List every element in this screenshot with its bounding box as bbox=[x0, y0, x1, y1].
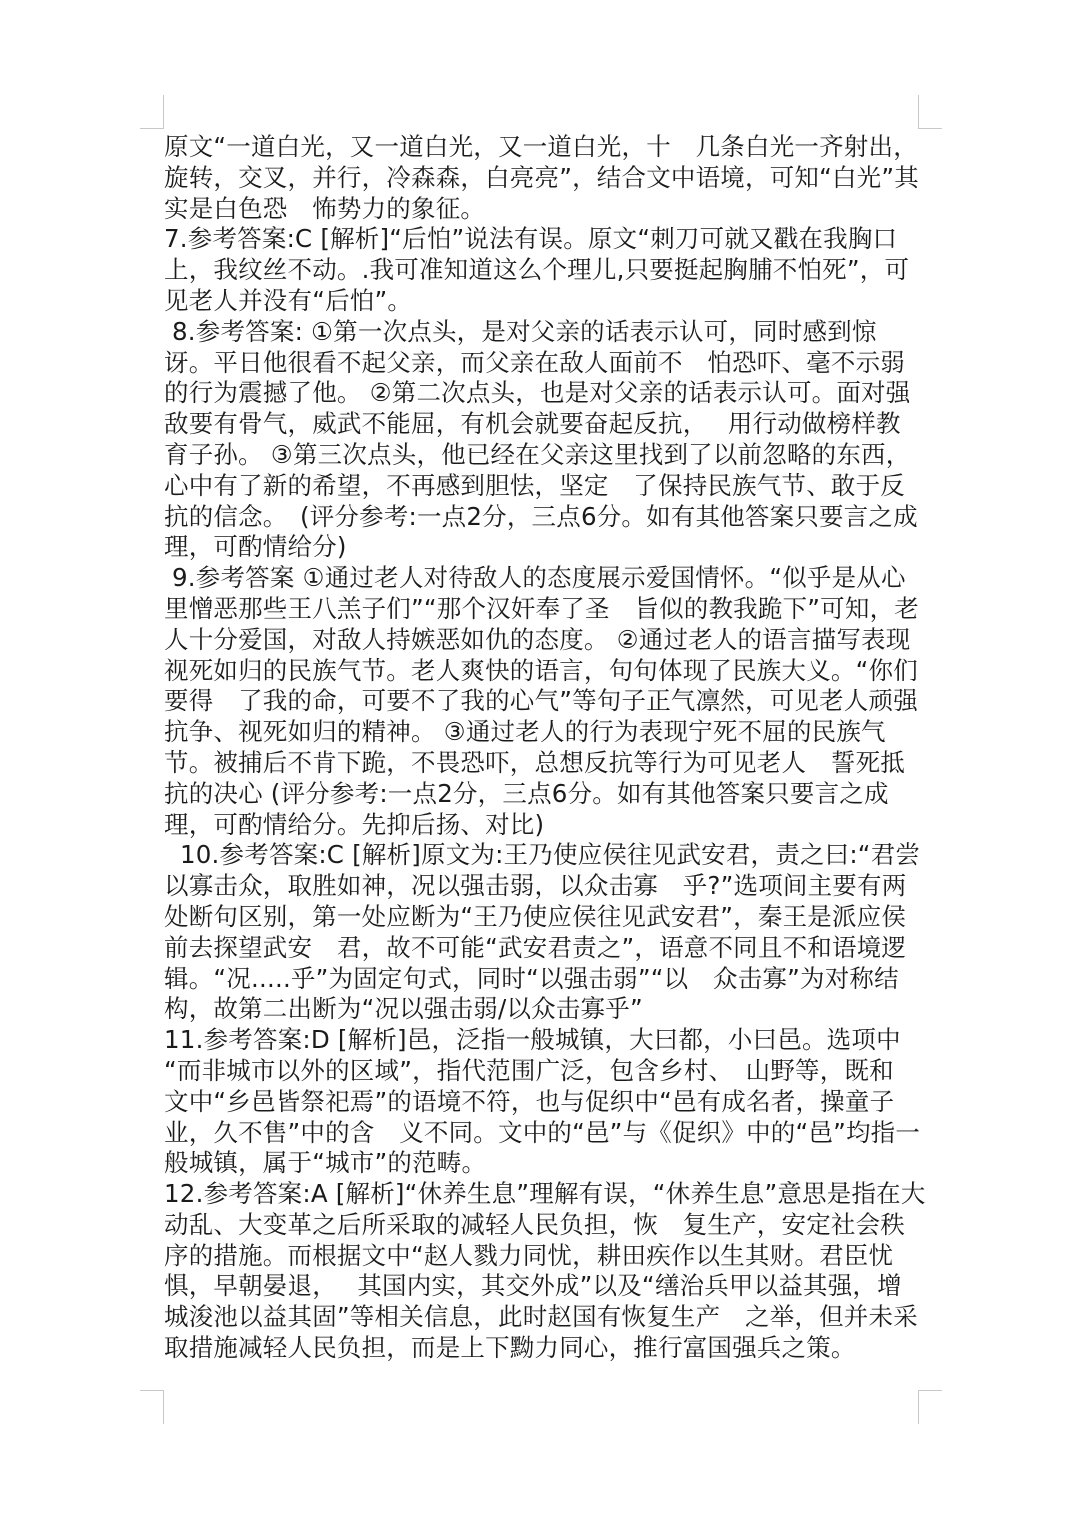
crop-mark-top-right-v bbox=[918, 95, 919, 129]
text-line: 理，可酌情给分。先抑后扬、对比) bbox=[164, 809, 545, 839]
text-line: 实是白色恐 怖势力的象征。 bbox=[164, 193, 486, 223]
text-line: 敌要有骨气，威武不能屈，有机会就要奋起反抗， 用行动做榜样教 bbox=[164, 409, 901, 439]
text-line: 前去探望武安 君，故不可能“武安君责之”，语意不同且不和语境逻 bbox=[164, 932, 907, 962]
text-line: 抗争、视死如归的精神。 ③通过老人的行为表现宁死不屈的民族气 bbox=[164, 717, 886, 747]
text-line: 构，故第二出断为“况以强击弱/以众击寡乎” bbox=[164, 994, 643, 1024]
text-line: 原文“一道白光，又一道白光，又一道白光，十 几条白光一齐射出， bbox=[164, 132, 918, 161]
text-line: 理，可酌情给分) bbox=[164, 532, 347, 562]
text-line: 取措施减轻人民负担，而是上下黝力同心，推行富国强兵之策。 bbox=[164, 1333, 856, 1363]
crop-mark-bottom-right-h bbox=[918, 1390, 942, 1391]
text-line: 节。被捕后不肯下跪，不畏恐吓，总想反抗等行为可见老人 誓死抵 bbox=[164, 747, 905, 777]
text-line: 文中“乡邑皆祭祀焉”的语境不符，也与促织中“邑有成名者，操童子 bbox=[164, 1086, 895, 1116]
text-line: 上，我纹丝不动。.我可准知道这么个理儿,只要挺起胸脯不怕死”，可 bbox=[164, 255, 910, 285]
text-line: 视死如归的民族气节。老人爽快的语言，句句体现了民族大义。“你们 bbox=[164, 655, 918, 685]
text-line: 人十分爱国，对敌人持嫉恶如仇的态度。 ②通过老人的语言描写表现 bbox=[164, 624, 911, 654]
text-line: 序的措施。而根据文中“赵人戮力同忧，耕田疾作以生其财。君臣忧 bbox=[164, 1240, 894, 1270]
text-line: 抗的信念。 (评分参考:一点2分，三点6分。如有其他答案只要言之成 bbox=[164, 501, 918, 531]
text-line: 辑。“况.....乎”为固定句式，同时“以强击弱”“以 众击寡”为对称结 bbox=[164, 963, 899, 993]
text-line: 动乱、大变革之后所采取的减轻人民负担，恢 复生产，安定社会秩 bbox=[164, 1209, 905, 1239]
text-line: 以寡击众，取胜如神，况以强击弱，以众击寡 乎?”选项间主要有两 bbox=[164, 871, 907, 901]
text-line: 9.参考答案 ①通过老人对待敌人的态度展示爱国情怀。“似乎是从心 bbox=[164, 563, 906, 593]
text-line: 里憎恶那些王八羔子们”“那个汉奸奉了圣 旨似的教我跪下”可知，老 bbox=[164, 593, 919, 623]
text-line: 处断句区别，第一处应断为“王乃使应侯往见武安君”，秦王是派应侯 bbox=[164, 901, 907, 931]
text-line: 12.参考答案:A [解析]“休养生息”理解有误，“休养生息”意思是指在大 bbox=[164, 1179, 926, 1209]
text-line: 惧，早朝晏退， 其国内实，其交外成”以及“缮治兵甲以益其强，增 bbox=[164, 1271, 902, 1301]
text-line: 旋转，交叉，并行，冷森森，白亮亮”，结合文中语境，可知“白光”其 bbox=[164, 162, 919, 192]
text-line: 育子孙。 ③第三次点头，他已经在父亲这里找到了以前忽略的东西， bbox=[164, 439, 911, 469]
text-line: 7.参考答案:C [解析]“后怕”说法有误。原文“刺刀可就又戳在我胸口 bbox=[164, 224, 898, 254]
text-line: 城浚池以益其固”等相关信息，此时赵国有恢复生产 之举，但并未采 bbox=[164, 1302, 918, 1332]
text-line: 讶。平日他很看不起父亲，而父亲在敌人面前不 怕恐吓、毫不示弱 bbox=[164, 347, 905, 377]
crop-mark-bottom-right-v bbox=[918, 1390, 919, 1424]
text-line: 般城镇，属于“城市”的范畴。 bbox=[164, 1148, 487, 1178]
text-line: “而非城市以外的区域”，指代范围广泛，包含乡村、 山野等，既和 bbox=[164, 1055, 894, 1085]
text-line: 11.参考答案:D [解析]邑，泛指一般城镇，大曰都，小曰邑。选项中 bbox=[164, 1025, 901, 1055]
crop-mark-bottom-left-v bbox=[163, 1390, 164, 1424]
crop-mark-top-left-v bbox=[163, 95, 164, 129]
text-line: 要得 了我的命，可要不了我的心气”等句子正气凛然，可见老人顽强 bbox=[164, 686, 918, 716]
text-line: 的行为震撼了他。 ②第二次点头，也是对父亲的话表示认可。面对强 bbox=[164, 378, 911, 408]
text-line: 抗的决心 (评分参考:一点2分，三点6分。如有其他答案只要言之成 bbox=[164, 778, 889, 808]
text-line: 10.参考答案:C [解析]原文为:王乃使应侯往见武安君，责之曰:“君尝 bbox=[164, 840, 921, 870]
text-line: 8.参考答案: ①第一次点头，是对父亲的话表示认可，同时感到惊 bbox=[164, 316, 877, 346]
text-line: 业，久不售”中的含 义不同。文中的“邑”与《促织》中的“邑”均指一 bbox=[164, 1117, 921, 1147]
text-line: 心中有了新的希望，不再感到胆怯，坚定 了保持民族气节、敢于反 bbox=[164, 470, 905, 500]
crop-mark-top-left-h bbox=[140, 128, 164, 129]
answer-text-block bbox=[164, 132, 924, 1364]
text-line: 见老人并没有“后怕”。 bbox=[164, 285, 413, 315]
crop-mark-top-right-h bbox=[918, 128, 942, 129]
crop-mark-bottom-left-h bbox=[140, 1390, 164, 1391]
